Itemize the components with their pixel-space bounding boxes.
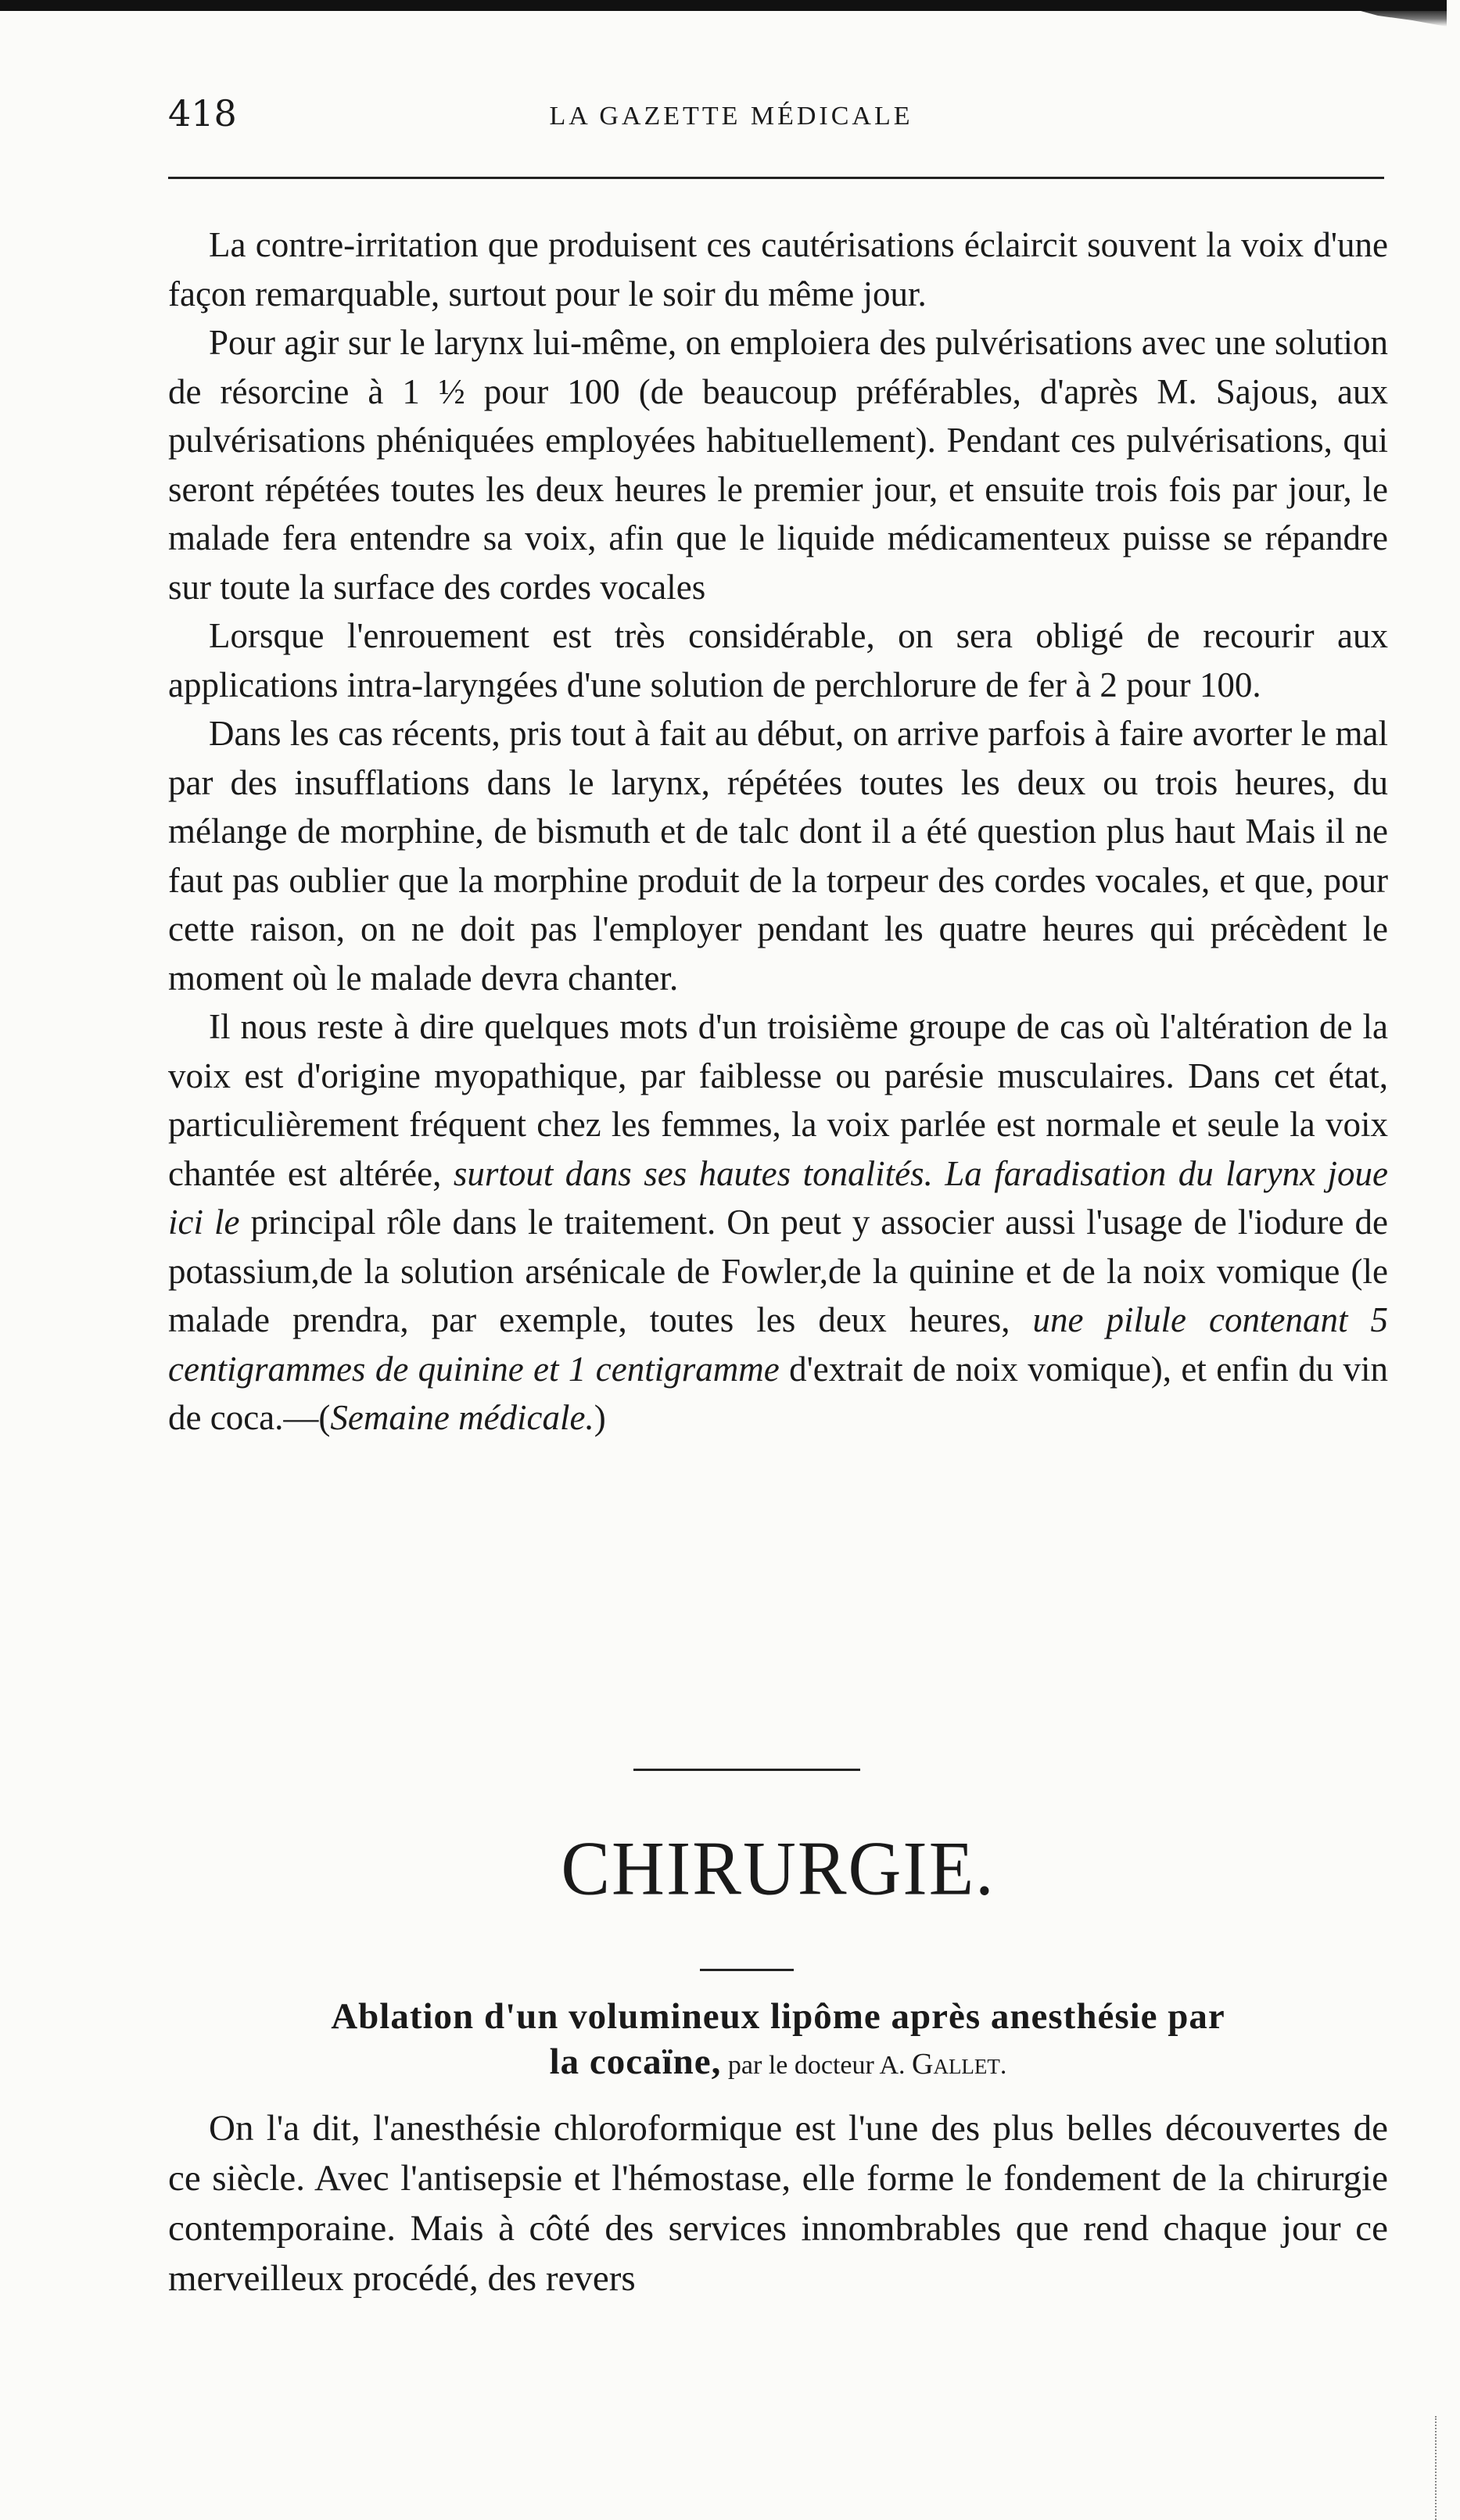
top-border <box>0 0 1447 11</box>
paragraph-text: principal rôle dans le traitement. On peut y associer aussi l'usage de l'iodure de potassium,de la solution arsénicale de Fowler,de la quinine et de la noix vomique (le malade prendra, par exemple, toutes les deux heures, <box>168 1203 1388 1339</box>
italic-text: surtout dans ses hautes tonalités. La faradisation du larynx joue ici le <box>168 1153 1388 1242</box>
article-title-line: Ablation d'un volumineux lipôme après anesthésie par <box>331 1996 1225 2037</box>
byline-prefix: par le docteur A. <box>721 2051 912 2080</box>
text-column <box>168 220 1388 1443</box>
byline-suffix: . <box>999 2051 1007 2080</box>
page-number: 418 <box>168 92 237 134</box>
paragraph-text: ) <box>594 1398 606 1437</box>
source-citation: Semaine médicale. <box>330 1398 594 1437</box>
section-divider <box>633 1769 860 1771</box>
header-rule <box>168 177 1384 179</box>
paragraph: Lorsque l'enrouement est très considérable, on sera obligé de recourir aux applications intra-laryngées d'une solution de perchlorure de fer à 2 pour 100. <box>168 616 1388 704</box>
section-divider <box>700 1969 794 1971</box>
paragraph-text: Il nous reste à dire quelques mots d'un troisième groupe de cas où l'altération de la voix est d'origine myopathique, par faiblesse ou parésie musculaires. Dans cet état, particulièrement fréquent chez les femmes, la voix parlée est normale et seule la voix chantée est altérée, <box>168 1007 1388 1193</box>
paragraph: Dans les cas récents, pris tout à fait au début, on arrive parfois à faire avorter le mal par des insufflations dans le larynx, répétées toutes les deux ou trois heures, du mélange de morphine, de bismuth et de talc dont il a été question plus haut Mais il ne faut pas oublier que la morphine produit de la torpeur des cordes vocales, et que, pour cette raison, on ne doit pas l'employer pendant les quatre heures qui précèdent le moment où le malade devra chanter. <box>168 714 1388 998</box>
paragraph: On l'a dit, l'anesthésie chloroformique est l'une des plus belles découvertes de ce siècle. Avec l'antisepsie et l'hémostase, elle forme le fondement de la chirurgie contemporaine. Mais à côté des services innombrables que rend chaque jour ce merveilleux procédé, des revers <box>168 2108 1388 2299</box>
section-title: CHIRURGIE. <box>561 1826 995 1912</box>
page-header <box>168 92 1388 139</box>
article-title-line: la cocaïne, <box>549 2041 722 2082</box>
scan-smudge <box>1361 11 1447 27</box>
italic-text: une pilule contenant 5 centigrammes de quinine et 1 centigramme <box>168 1300 1388 1389</box>
running-title: LA GAZETTE MÉDICALE <box>549 102 913 131</box>
paragraph: Pour agir sur le larynx lui-même, on emploiera des pulvérisations avec une solution de résorcine à 1 ½ pour 100 (de beaucoup préférables, d'après M. Sajous, aux pulvérisations phéniquées employées habituellement). Pendant ces pulvérisations, qui seront répétées toutes les deux heures le premier jour, et ensuite trois fois par jour, le malade fera entendre sa voix, afin que le liquide médicamenteux puisse se répandre sur toute la surface des cordes vocales <box>168 323 1388 607</box>
scan-margin-marks <box>1435 2416 1441 2520</box>
article-body <box>168 2103 1388 2303</box>
article-title <box>168 1994 1388 2093</box>
paragraph <box>168 1002 1388 1443</box>
paragraph-text: d'extrait de noix vomique), et enfin du vin de coca.—( <box>168 1349 1388 1437</box>
paragraph: La contre-irritation que produisent ces cautérisations éclaircit souvent la voix d'une façon remarquable, surtout pour le soir du même jour. <box>168 225 1388 314</box>
byline <box>721 2048 1007 2081</box>
author-name: Gallet <box>912 2048 1000 2081</box>
